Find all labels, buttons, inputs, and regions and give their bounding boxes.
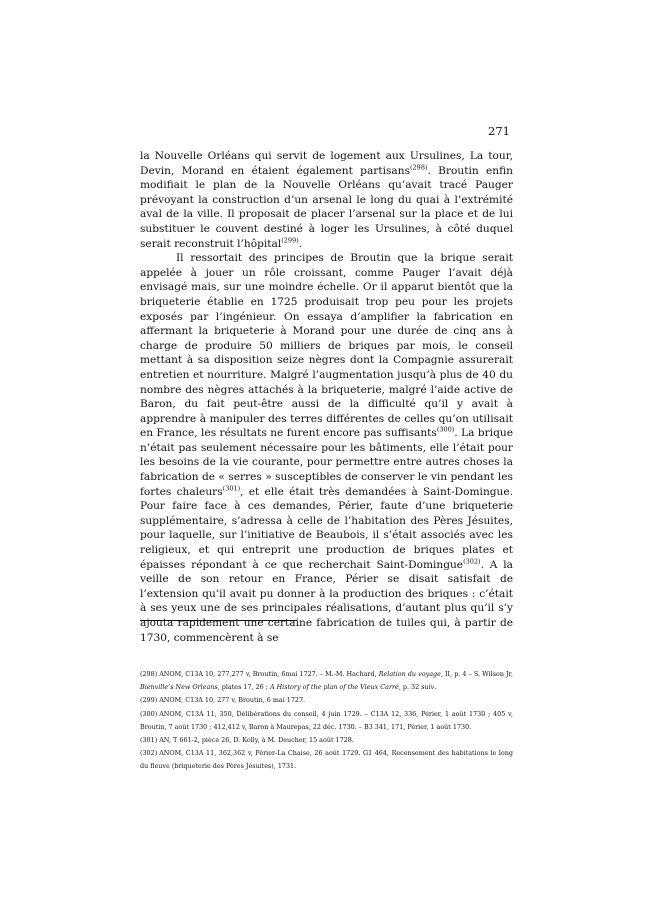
footnote: (302) ANOM, C13A 11, 362,362 v, Périer-La Chaise, 26 août 1729. G1 464, Recensement des habitations le long du fleuve (briqueterie des Pères Jésuites), 1731.: [140, 749, 513, 771]
paragraph: la Nouvelle Orléans qui servit de logement aux Ursulines, La tour, Devin, Morand en étaient également partisans$^{(298)}$. Broutin enfin modifiait le plan de la Nouvelle Orléans qu’avait tracé Pauger prévoyant la construction d’un arsenal le long du quai à l’extrémité aval de la ville. Il proposait de placer l’arsenal sur la place et de lui substituer le couvent destiné à loger les Ursulines, à côté duquel serait reconstruit l’hôpital$^{(299)}$.: [140, 150, 513, 250]
footnote-reference: (301): [222, 484, 241, 493]
page-number: 271: [488, 124, 510, 138]
footnote-reference: (300): [436, 425, 455, 434]
italic-title: A History of the plan of the Vieux Carré: [269, 683, 399, 692]
footnote: (299) ANOM, C13A 10, 277 v, Broutin, 6 mai 1727.: [140, 696, 306, 705]
footnote: (301) AN, T 661-2, pièce 26, D. Kolly, à M. Deucher, 15 août 1728.: [140, 736, 354, 745]
footnote: (298) ANOM, C13A 10, 277,277 v, Broutin, 6mai 1727. – M.-M. Hachard, Relation du voyage, II, p. 4 – S. Wilson Jr, Bienville’s New Orleans, plates 17, 26 ; A History of the plan of the Vieux Carré, p. 32 suiv.: [140, 670, 513, 692]
italic-title: suiv: [421, 683, 435, 692]
italic-title: Relation du voyage: [378, 670, 441, 678]
footnote-number: (299): [140, 696, 158, 705]
footnotes: [140, 668, 513, 774]
main-text: [140, 149, 513, 645]
footnote-separator: [140, 620, 297, 621]
footnote-number: (300): [140, 709, 158, 718]
footnote-number: (298): [140, 670, 158, 678]
footnote-number: (302): [140, 749, 158, 758]
footnote: (300) ANOM, C13A 11, 350, Délibérations du conseil, 4 juin 1729. – C13A 12, 336, Périer, 1 août 1730 ; 405 v, Broutin, 7 août 1730 ; 412,412 v, Baron à Maurepas, 22 déc. 1730. – B3 341, 171, Périer, 1 août 1730.: [140, 709, 513, 731]
footnote-reference: (302): [463, 557, 481, 566]
italic-title: Bienville’s New Orleans: [140, 683, 218, 692]
paragraph: Il ressortait des principes de Broutin que la brique serait appelée à jouer un rôle croissant, comme Pauger l’avait déjà envisagé mais, sur une moindre échelle. Or il apparut bientôt que la briqueterie établie en 1725 produisait trop peu pour les projets exposés par l’ingénieur. On essaya d’amplifier la fabrication en affermant la briqueterie à Morand pour une durée de cinq ans à charge de produire 50 milliers de briques par mois, le conseil mettant à sa disposition seize nègres dont la Compagnie assurerait entretien et nourriture. Malgré l’augmentation jusqu’à plus de 40 du nombre des nègres attachés à la briqueterie, malgré l’aide active de Baron, du fait peut-être aussi de la difficulté qu’il y avait à apprendre à manipuler des terres différentes de celles qu’on utilisait en France, les résultats ne furent encore pas suffisants$^{(300)}$. La brique n’était pas seulement nécessaire pour les bâtiments, elle l’était pour les besoins de la vie courante, pour permettre entre autres choses la fabrication de « serres » susceptibles de conserver le vin pendant les fortes chaleurs$^{(301)}$, et elle était très demandées à Saint-Domingue. Pour faire face à ces demandes, Périer, faute d’une briqueterie supplémentaire, s’adressa à celle de l’habitation des Pères Jésuites, pour laquelle, sur l’initiative de Beaubois, il s’était associés avec les religieux, et qui entreprit une production de briques plates et épaisses répondant à ce que recherchait Saint-Domingue$^{(302)}$. A la veille de son retour en France, Périer se disait satisfait de l’extension qu’il avait pu donner à la production des briques : c’était à ses yeux une de ses principales réalisations, d’autant plus qu’il s’y ajouta rapidement une certaine fabrication de tuiles qui, à partir de 1730, commencèrent à se: [140, 252, 514, 644]
footnote-reference: (299): [281, 236, 299, 245]
footnote-reference: (298): [410, 163, 428, 172]
footnote-number: (301): [140, 736, 158, 745]
